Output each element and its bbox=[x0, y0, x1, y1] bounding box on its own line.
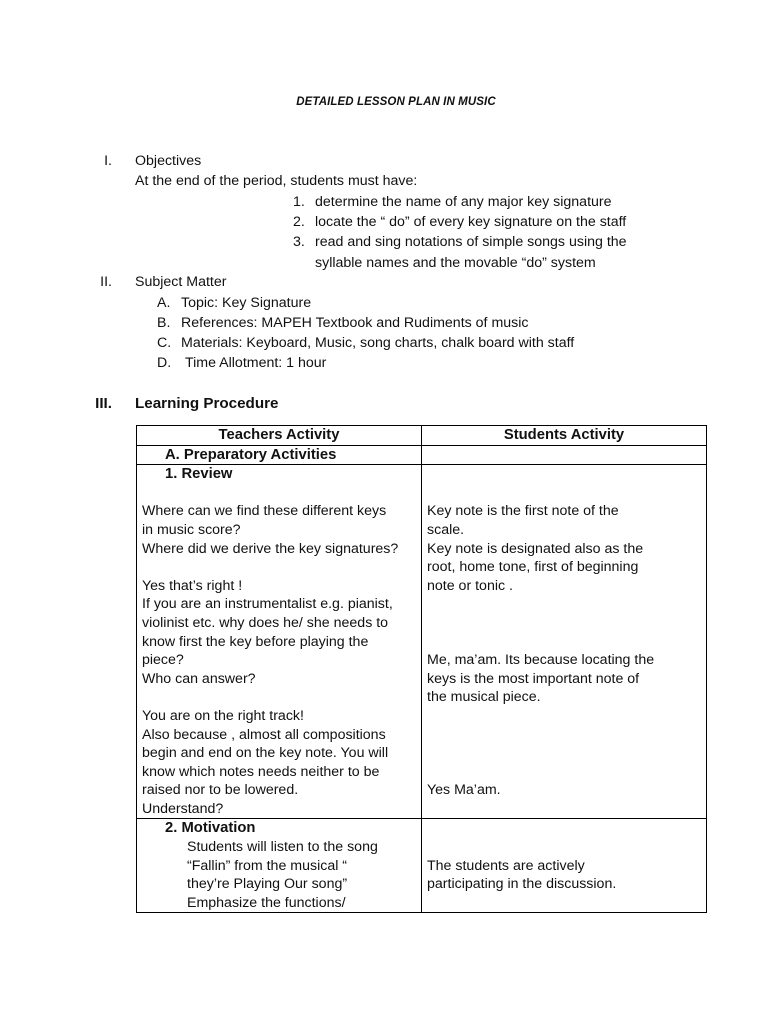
review-student-line bbox=[427, 763, 701, 782]
table-row bbox=[137, 465, 707, 819]
subject-item-text: Materials: Keyboard, Music, song charts, chalk board with staff bbox=[181, 335, 575, 351]
review-teacher-line: know which notes needs neither to be bbox=[142, 763, 380, 780]
review-teacher-line: begin and end on the key note. You will bbox=[142, 745, 389, 762]
review-student-line: Key note is the first note of the bbox=[427, 503, 619, 520]
review-teacher-line: Where can we find these different keys bbox=[142, 503, 387, 520]
section-numeral-procedure: III. bbox=[95, 395, 112, 412]
review-teacher-cell bbox=[137, 465, 422, 819]
review-student-line bbox=[427, 614, 701, 633]
motivation-teacher-lines bbox=[142, 838, 416, 912]
table-row bbox=[137, 445, 707, 465]
preparatory-activities-label: A. Preparatory Activities bbox=[165, 446, 337, 463]
motivation-teacher-line: Students will listen to the song bbox=[187, 839, 378, 856]
motivation-student-line: The students are actively bbox=[427, 857, 585, 874]
section-numeral-objectives: I. bbox=[104, 153, 112, 169]
review-student-line bbox=[427, 633, 701, 652]
review-student-line bbox=[427, 726, 701, 745]
review-student-line: root, home tone, first of beginning bbox=[427, 559, 639, 576]
review-teacher-line bbox=[142, 558, 416, 577]
review-teacher-line: violinist etc. why does he/ she needs to bbox=[142, 614, 389, 631]
motivation-student-line bbox=[427, 838, 701, 857]
review-student-line bbox=[427, 744, 701, 763]
review-teacher-line: Yes that’s right ! bbox=[142, 577, 243, 594]
objective-text: read and sing notations of simple songs using the bbox=[315, 234, 627, 250]
document-title: DETAILED LESSON PLAN IN MUSIC bbox=[296, 96, 496, 108]
review-teacher-line: Who can answer? bbox=[142, 670, 256, 687]
review-teacher-line: know first the key before playing the bbox=[142, 633, 369, 650]
subject-matter-heading: Subject Matter bbox=[135, 274, 227, 290]
review-student-cell bbox=[422, 465, 707, 819]
review-teacher-line: If you are an instrumentalist e.g. pianist, bbox=[142, 596, 393, 613]
review-teacher-line bbox=[142, 688, 416, 707]
objective-text-continued: syllable names and the movable “do” system bbox=[315, 255, 596, 271]
motivation-teacher-line: they’re Playing Our song” bbox=[187, 876, 348, 893]
motivation-student-cell bbox=[422, 819, 707, 913]
review-label: 1. Review bbox=[165, 466, 233, 483]
motivation-student-line: participating in the discussion. bbox=[427, 876, 617, 893]
review-teacher-line: You are on the right track! bbox=[142, 707, 304, 724]
subject-item-letter: A. bbox=[157, 295, 171, 311]
objective-text: determine the name of any major key signature bbox=[315, 194, 612, 210]
review-student-line bbox=[427, 595, 701, 614]
motivation-student-lines bbox=[427, 819, 701, 893]
subject-item-letter: C. bbox=[157, 335, 172, 351]
review-student-lines bbox=[427, 465, 701, 800]
review-student-line: Key note is designated also as the bbox=[427, 540, 644, 557]
review-student-line bbox=[427, 465, 701, 484]
objective-number: 3. bbox=[293, 234, 305, 250]
objective-text: locate the “ do” of every key signature on the staff bbox=[315, 214, 627, 230]
review-teacher-line: raised nor to be lowered. bbox=[142, 782, 299, 799]
motivation-teacher-line: “Fallin” from the musical “ bbox=[187, 857, 348, 874]
motivation-student-line bbox=[427, 819, 701, 838]
objective-number: 1. bbox=[293, 194, 305, 210]
subject-item-text: Time Allotment: 1 hour bbox=[185, 355, 327, 371]
subject-item-letter: B. bbox=[157, 315, 171, 331]
objective-number: 2. bbox=[293, 214, 305, 230]
subject-item-text: Topic: Key Signature bbox=[181, 295, 312, 311]
empty-cell bbox=[422, 445, 707, 465]
review-student-line: the musical piece. bbox=[427, 689, 541, 706]
review-teacher-lines bbox=[142, 484, 416, 819]
review-teacher-line: in music score? bbox=[142, 521, 241, 538]
motivation-teacher-line: Emphasize the functions/ bbox=[187, 894, 346, 911]
review-student-line: note or tonic . bbox=[427, 577, 513, 594]
motivation-teacher-cell bbox=[137, 819, 422, 913]
review-student-line: Yes Ma’am. bbox=[427, 782, 501, 799]
table-header-row bbox=[137, 426, 707, 446]
lesson-activity-table bbox=[136, 425, 707, 913]
review-teacher-line: Understand? bbox=[142, 800, 224, 817]
review-teacher-line: Also because , almost all compositions bbox=[142, 726, 386, 743]
subject-item-letter: D. bbox=[157, 355, 172, 371]
review-student-line: keys is the most important note of bbox=[427, 670, 640, 687]
review-teacher-line: piece? bbox=[142, 652, 184, 669]
subject-item-text: References: MAPEH Textbook and Rudiments of music bbox=[181, 315, 529, 331]
review-student-line: scale. bbox=[427, 521, 465, 538]
review-student-line: Me, ma’am. Its because locating the bbox=[427, 652, 655, 669]
review-teacher-line: Where did we derive the key signatures? bbox=[142, 540, 399, 557]
review-student-line bbox=[427, 707, 701, 726]
table-row bbox=[137, 819, 707, 913]
section-numeral-subject-matter: II. bbox=[100, 274, 112, 290]
motivation-label: 2. Motivation bbox=[165, 820, 256, 837]
students-activity-header: Students Activity bbox=[422, 426, 707, 446]
teachers-activity-header: Teachers Activity bbox=[137, 426, 422, 446]
objectives-intro: At the end of the period, students must have: bbox=[135, 173, 418, 189]
objectives-heading: Objectives bbox=[135, 153, 202, 169]
review-teacher-line bbox=[142, 484, 416, 503]
review-student-line bbox=[427, 484, 701, 503]
procedure-heading: Learning Procedure bbox=[135, 395, 279, 412]
